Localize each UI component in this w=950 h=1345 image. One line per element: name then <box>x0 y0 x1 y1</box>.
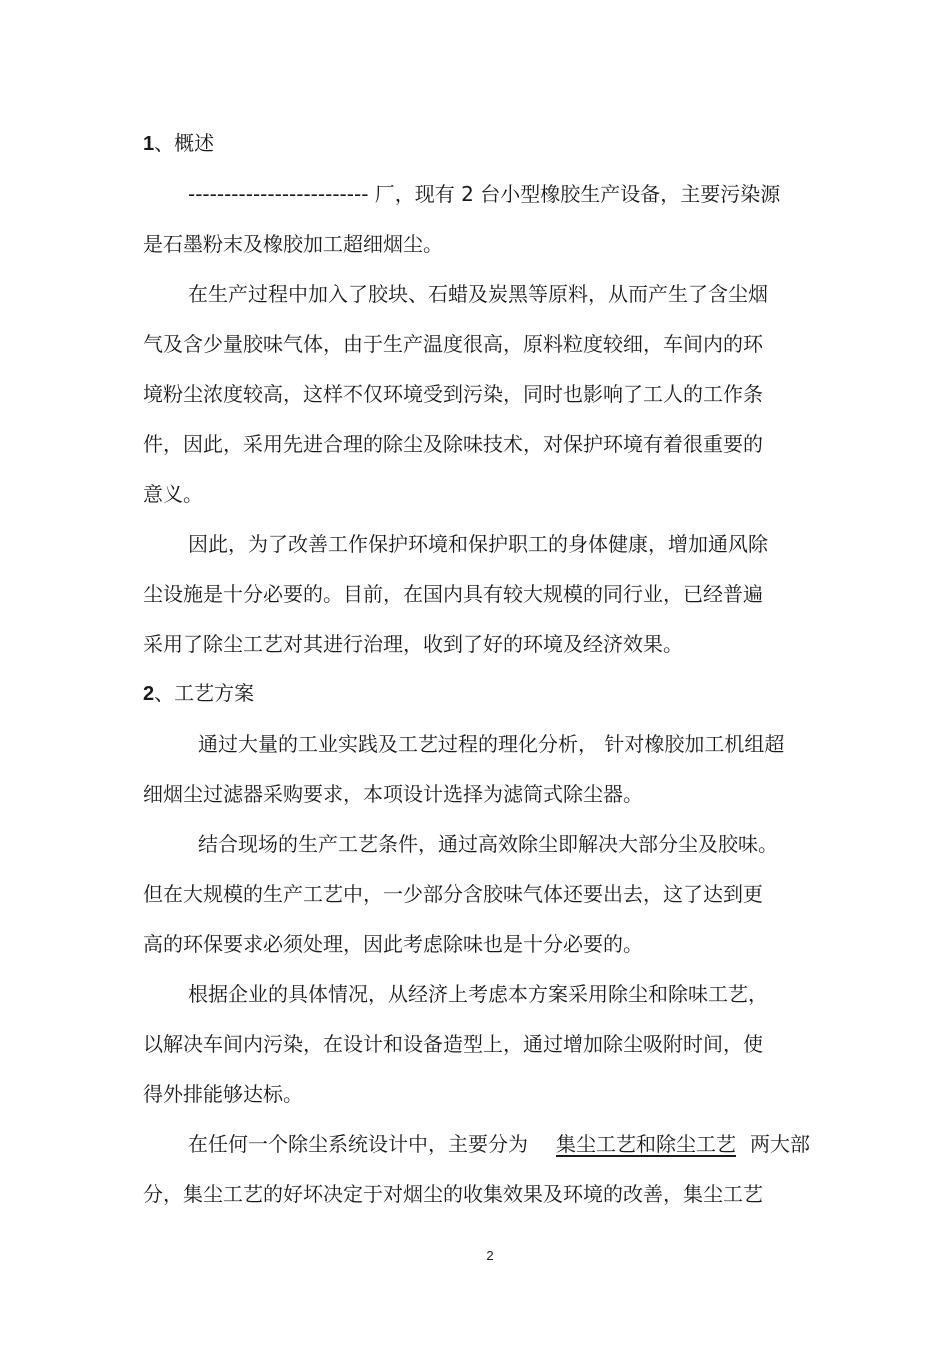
text-run: 在任何一个除尘系统设计中，主要分为 <box>188 1132 528 1156</box>
paragraph-line: 得外排能够达标。 <box>143 1082 303 1106</box>
paragraph-line: 是石墨粉末及橡胶加工超细烟尘。 <box>143 232 443 256</box>
paragraph-line: 境粉尘浓度较高，这样不仅环境受到污染，同时也影响了工人的工作条 <box>143 382 763 406</box>
paragraph-line: 因此，为了改善工作保护环境和保护职工的身体健康，增加通风除 <box>188 532 768 556</box>
section-heading-1 <box>143 130 214 157</box>
paragraph-line: ------------------------- 厂，现有 2 台小型橡胶生产设备，主要污染源 <box>188 182 781 206</box>
paragraph-line: 尘设施是十分必要的。目前，在国内具有较大规模的同行业，已经普遍 <box>143 582 763 606</box>
paragraph-line: 高的环保要求必须处理，因此考虑除味也是十分必要的。 <box>143 932 643 956</box>
paragraph-line: 采用了除尘工艺对其进行治理，收到了好的环境及经济效果。 <box>143 632 683 656</box>
paragraph-line: 件，因此，采用先进合理的除尘及除味技术，对保护环境有着很重要的 <box>143 432 763 456</box>
paragraph-line: 但在大规模的生产工艺中，一少部分含胶味气体还要出去，这了达到更 <box>143 882 763 906</box>
paragraph-line: 以解决车间内污染，在设计和设备造型上，通过增加除尘吸附时间，使 <box>143 1032 763 1056</box>
paragraph-line: 根据企业的具体情况，从经济上考虑本方案采用除尘和除味工艺， <box>188 982 768 1006</box>
section-title: 、概述 <box>154 131 215 155</box>
section-title: 、工艺方案 <box>154 681 255 705</box>
paragraph-line: 细烟尘过滤器采购要求，本项设计选择为滤筒式除尘器。 <box>143 782 643 806</box>
section-number: 2 <box>143 683 155 705</box>
page-number: 2 <box>486 1248 494 1263</box>
underlined-term: 集尘工艺和除尘工艺 <box>556 1132 736 1156</box>
paragraph-line: 气及含少量胶味气体，由于生产温度很高，原料粒度较细，车间内的环 <box>143 332 763 356</box>
paragraph-line <box>188 1131 810 1157</box>
section-number: 1 <box>143 133 155 155</box>
paragraph-line: 分，集尘工艺的好坏决定于对烟尘的收集效果及环境的改善，集尘工艺 <box>143 1182 763 1206</box>
paragraph-line: 意义。 <box>143 482 203 506</box>
paragraph-line: 结合现场的生产工艺条件，通过高效除尘即解决大部分尘及胶味。 <box>198 832 778 856</box>
section-heading-2 <box>143 680 254 707</box>
paragraph-line: 通过大量的工业实践及工艺过程的理化分析， 针对橡胶加工机组超 <box>198 732 785 756</box>
text-run: 两大部 <box>750 1132 810 1156</box>
paragraph-line: 在生产过程中加入了胶块、石蜡及炭黑等原料，从而产生了含尘烟 <box>188 282 768 306</box>
